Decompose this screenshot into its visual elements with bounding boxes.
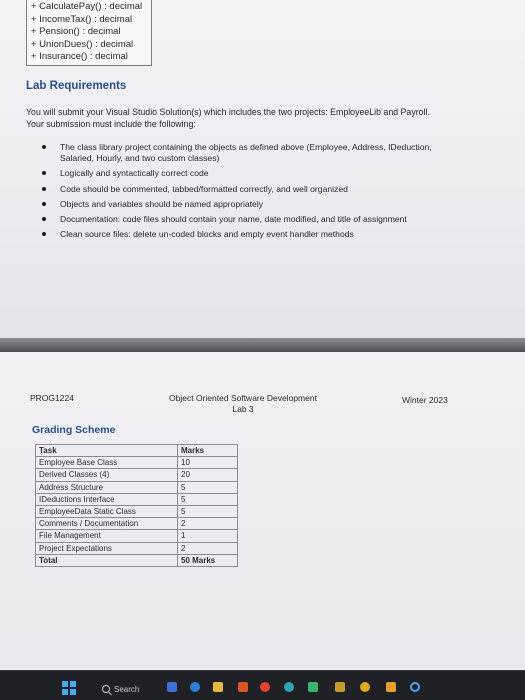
task-cell: Project Expectations — [36, 542, 178, 554]
intro-line: You will submit your Visual Studio Solution(s) which includes the two projects: EmployeeLib and Payroll. — [26, 107, 430, 117]
taskbar-app-icon[interactable] — [410, 682, 420, 692]
marks-cell: 1 — [178, 530, 238, 542]
table-total-row — [36, 554, 238, 566]
taskbar-app-icon[interactable] — [308, 682, 318, 692]
task-cell: EmployeeData Static Class — [36, 505, 178, 517]
task-cell: Address Structure — [36, 481, 178, 493]
marks-cell: 2 — [178, 518, 238, 530]
list-item — [40, 142, 460, 164]
uml-method: + CalculatePay() : decimal — [31, 1, 143, 12]
printed-page-bottom — [0, 352, 525, 670]
taskbar-app-icon[interactable] — [335, 682, 345, 692]
taskbar-app-icon[interactable] — [238, 682, 248, 692]
taskbar-app-icon[interactable] — [167, 682, 177, 692]
uml-method: + Pension() : decimal — [31, 26, 121, 37]
taskbar-search[interactable] — [102, 682, 139, 696]
uml-method: + Insurance() : decimal — [31, 51, 128, 62]
bullet-icon — [42, 217, 46, 221]
list-item — [40, 184, 460, 195]
table-row — [36, 542, 238, 554]
list-item-text: Objects and variables should be named appropriately — [60, 198, 264, 209]
taskbar-app-icon[interactable] — [260, 682, 270, 692]
taskbar-app-icon[interactable] — [213, 682, 223, 692]
uml-method: + IncomeTax() : decimal — [31, 13, 133, 25]
table-row — [36, 481, 238, 493]
table-row — [36, 518, 238, 530]
lab-requirements-heading: Lab Requirements — [26, 80, 127, 92]
list-item-text: The class library project containing the objects as defined above (Employee, Address, IDeduction, Salaried, Hourly, and two custom classes) — [60, 142, 432, 163]
task-cell: Derived Classes (4) — [36, 469, 178, 481]
term: Winter 2023 — [402, 395, 448, 405]
search-icon — [102, 685, 110, 693]
table-row — [36, 469, 238, 481]
marks-cell: 2 — [178, 542, 238, 554]
marks-cell: 5 — [178, 505, 238, 517]
list-item-text: Clean source files: delete un-coded blocks and empty event handler methods — [60, 229, 354, 240]
grading-scheme-heading: Grading Scheme — [32, 424, 116, 436]
task-cell: Comments / Documentation — [36, 518, 178, 530]
table-row — [36, 530, 238, 542]
bullet-icon — [42, 187, 46, 191]
intro-line: Your submission must include the following: — [26, 118, 196, 129]
uml-method: + UnionDues() : decimal — [31, 38, 134, 50]
grading-table — [35, 444, 238, 567]
course-title-block — [160, 393, 326, 415]
search-label: Search — [114, 684, 140, 694]
taskbar-app-icon[interactable] — [360, 682, 370, 692]
marks-cell: 5 — [178, 493, 238, 505]
page-gap — [0, 338, 525, 352]
course-title: Object Oriented Software Development — [169, 393, 317, 403]
marks-cell: 5 — [178, 481, 238, 493]
marks-cell: 20 — [178, 469, 238, 481]
table-row — [36, 505, 238, 517]
lab-requirements-intro — [26, 107, 496, 130]
column-header-marks: Marks — [178, 445, 238, 457]
bullet-icon — [42, 145, 46, 149]
list-item-text: Code should be commented, tabbed/formatted correctly, and well organized — [60, 183, 348, 194]
requirements-list — [40, 142, 460, 245]
bullet-icon — [42, 171, 46, 175]
total-label: Total — [36, 554, 178, 566]
total-marks: 50 Marks — [178, 554, 238, 566]
task-cell: File Management — [36, 530, 178, 542]
taskbar-app-icon[interactable] — [190, 682, 200, 692]
task-cell: IDeductions Interface — [36, 493, 178, 505]
taskbar-app-icon[interactable] — [284, 682, 294, 692]
uml-class-box — [26, 0, 152, 66]
list-item — [40, 199, 460, 210]
list-item-text: Logically and syntactically correct code — [60, 168, 209, 179]
bullet-icon — [42, 232, 46, 236]
windows-start-icon[interactable] — [62, 681, 76, 695]
taskbar — [0, 670, 525, 700]
bullet-icon — [42, 202, 46, 206]
lab-number: Lab 3 — [232, 404, 254, 414]
list-item — [40, 229, 460, 240]
column-header-task: Task — [36, 445, 178, 457]
course-code: PROG1224 — [30, 393, 74, 403]
list-item — [40, 214, 460, 225]
marks-cell: 10 — [178, 457, 238, 469]
list-item-text: Documentation: code files should contain your name, date modified, and title of assignment — [60, 214, 407, 225]
list-item — [40, 168, 460, 179]
taskbar-app-icon[interactable] — [386, 682, 396, 692]
table-row — [36, 457, 238, 469]
printed-page-top — [0, 0, 525, 338]
table-row — [36, 493, 238, 505]
table-header-row — [36, 445, 238, 457]
task-cell: Employee Base Class — [36, 457, 178, 469]
